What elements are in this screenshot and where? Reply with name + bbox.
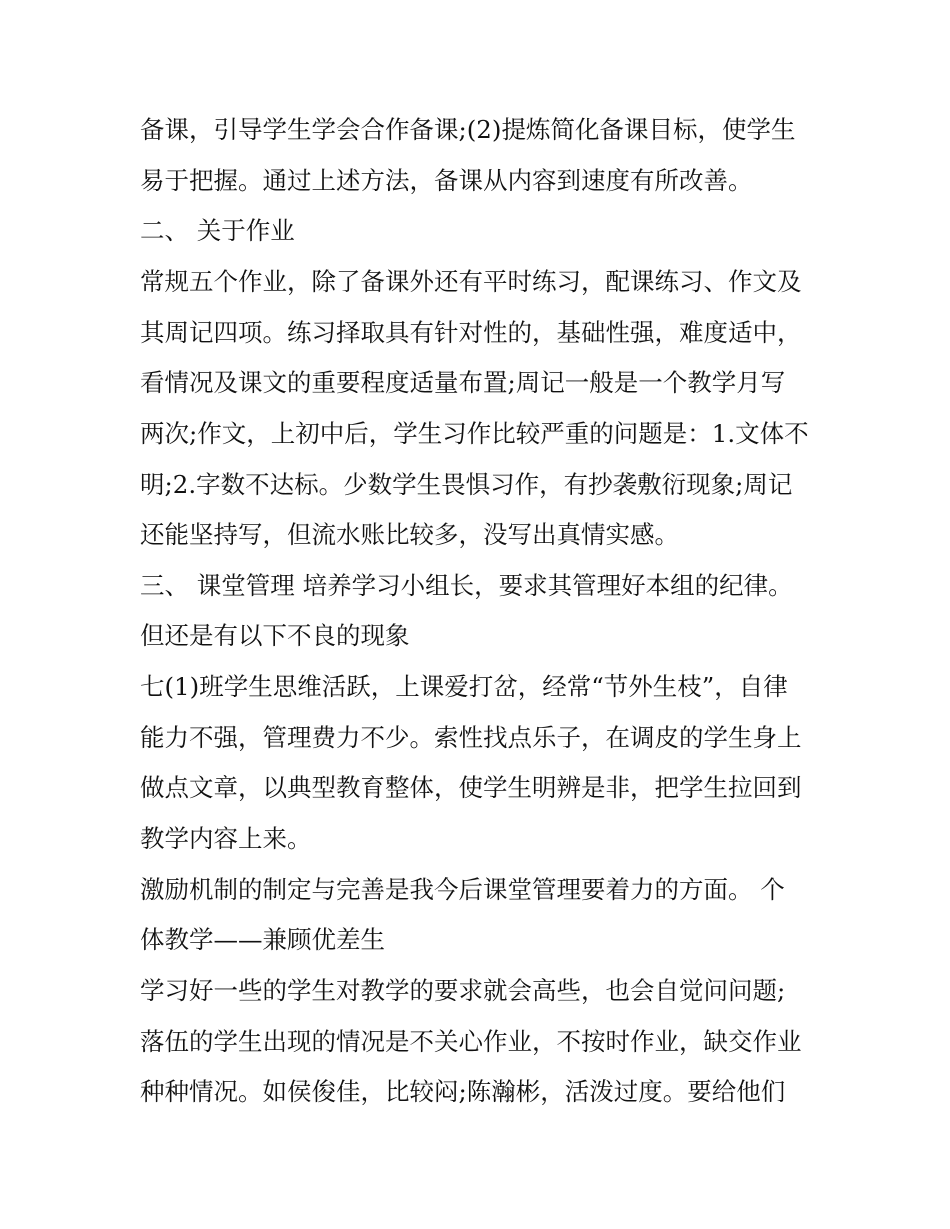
- text-line: 教学内容上来。: [140, 824, 312, 853]
- text-line: 种种情况。如侯俊佳，比较闷;陈瀚彬，活泼过度。要给他们: [140, 1077, 786, 1106]
- text-line: 看情况及课文的重要程度适量布置;周记一般是一个教学月写: [140, 368, 786, 397]
- text-line: 易于把握。通过上述方法，备课从内容到速度有所改善。: [140, 166, 753, 195]
- text-line: 七(1)班学生思维活跃，上课爱打岔，经常“节外生枝”，自律: [140, 672, 788, 701]
- section-heading: 三、 课堂管理 培养学习小组长，要求其管理好本组的纪律。: [140, 571, 793, 600]
- text-line: 能力不强，管理费力不少。索性找点乐子，在调皮的学生身上: [140, 723, 802, 752]
- text-line: 激励机制的制定与完善是我今后课堂管理要着力的方面。 个: [140, 875, 785, 904]
- text-line: 还能坚持写，但流水账比较多，没写出真情实感。: [140, 520, 679, 549]
- text-line: 备课，引导学生学会合作备课;(2)提炼简化备课目标，使学生: [140, 115, 796, 144]
- text-line: 两次;作文，上初中后，学生习作比较严重的问题是：1.文体不: [140, 419, 809, 448]
- text-line: 其周记四项。练习择取具有针对性的，基础性强，难度适中，: [140, 318, 802, 347]
- text-line: 明;2.字数不达标。少数学生畏惧习作，有抄袭敷衍现象;周记: [140, 470, 793, 499]
- text-line: 但还是有以下不良的现象: [140, 621, 410, 650]
- text-line: 做点文章，以典型教育整体，使学生明辨是非，把学生拉回到: [140, 773, 802, 802]
- text-line: 体教学——兼顾优差生: [140, 925, 385, 954]
- text-line: 落伍的学生出现的情况是不关心作业，不按时作业，缺交作业: [140, 1027, 802, 1056]
- text-line: 学习好一些的学生对教学的要求就会高些，也会自觉问问题;: [140, 976, 786, 1005]
- text-line: 常规五个作业，除了备课外还有平时练习，配课练习、作文及: [140, 267, 802, 296]
- section-heading: 二、 关于作业: [140, 216, 295, 245]
